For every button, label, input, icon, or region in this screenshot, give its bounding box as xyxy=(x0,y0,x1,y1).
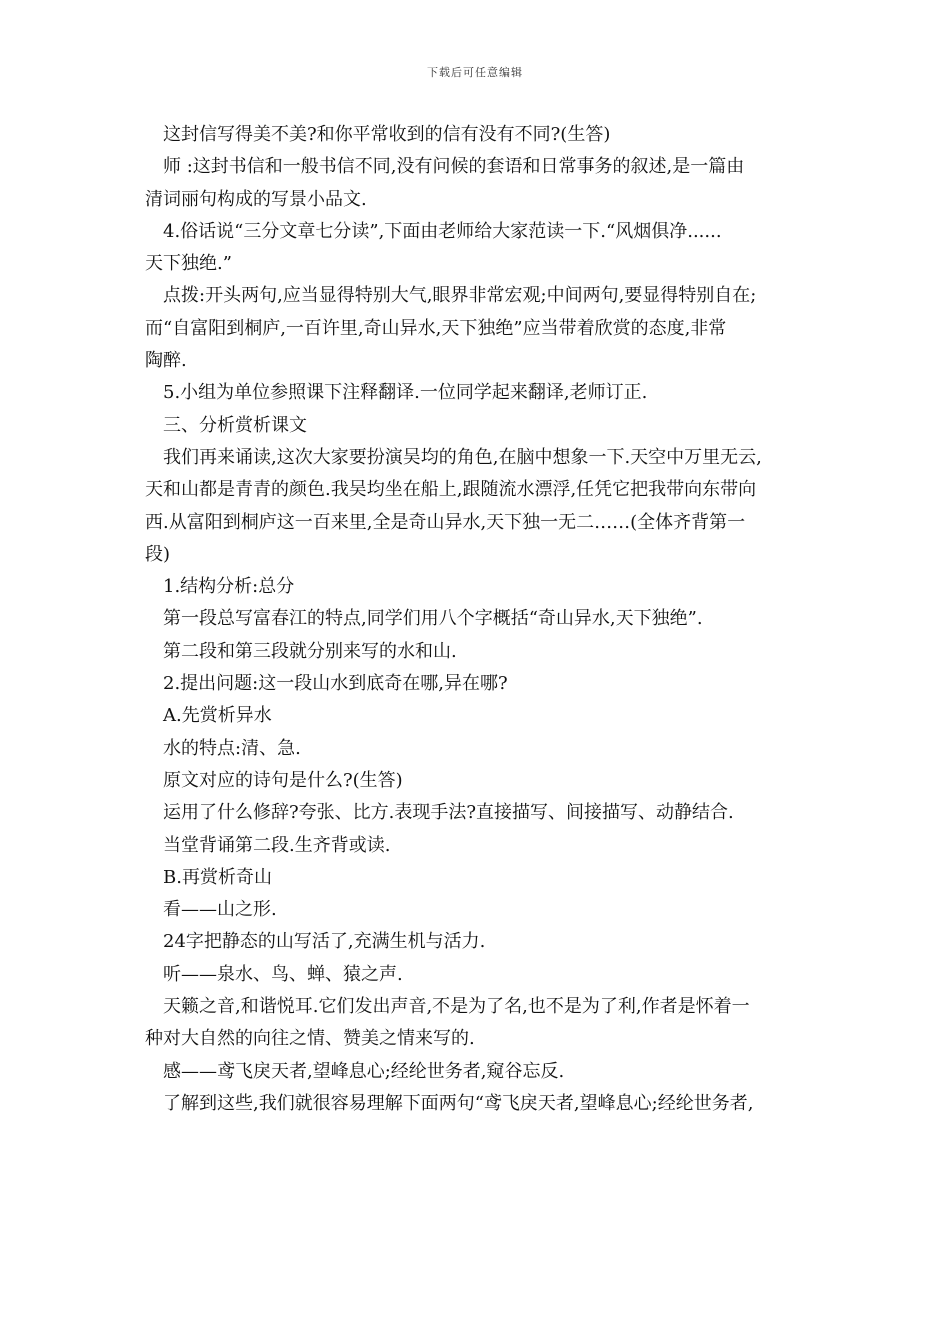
text-line: 水的特点:清、急. xyxy=(163,737,301,759)
text-line: 1.结构分析:总分 xyxy=(163,576,295,598)
text-line: 原文对应的诗句是什么?(生答) xyxy=(163,769,403,791)
page-header: 下载后可任意编辑 xyxy=(427,66,523,79)
text-line: 当堂背诵第二段.生齐背或读. xyxy=(163,834,391,856)
text-line: 第二段和第三段就分别来写的水和山. xyxy=(163,640,457,662)
text-line: 清词丽句构成的写景小品文. xyxy=(145,188,367,210)
text-line: 西.从富阳到桐庐这一百来里,全是奇山异水,天下独一无二……(全体齐背第一 xyxy=(145,511,746,533)
text-line: 种对大自然的向往之情、赞美之情来写的. xyxy=(145,1028,475,1050)
text-line: 天下独绝.” xyxy=(145,253,232,275)
text-line: 24字把静态的山写活了,充满生机与活力. xyxy=(163,931,486,953)
text-line: 段) xyxy=(145,543,171,565)
text-line: 看——山之形. xyxy=(163,899,277,921)
text-line: 而“自富阳到桐庐,一百许里,奇山异水,天下独绝”应当带着欣赏的态度,非常 xyxy=(145,317,727,339)
text-line: 感——鸢飞戾天者,望峰息心;经纶世务者,窥谷忘反. xyxy=(163,1060,565,1082)
text-line: 三、分析赏析课文 xyxy=(163,414,307,436)
text-line: 听——泉水、鸟、蝉、猿之声. xyxy=(163,963,403,985)
text-line: 师 :这封书信和一般书信不同,没有问候的套语和日常事务的叙述,是一篇由 xyxy=(163,156,745,178)
text-line: 4.俗话说“三分文章七分读”,下面由老师给大家范读一下.“风烟俱净...... xyxy=(163,220,722,242)
text-line: 陶醉. xyxy=(145,350,187,372)
text-line: 运用了什么修辞?夸张、比方.表现手法?直接描写、间接描写、动静结合. xyxy=(163,802,734,824)
text-line: 天和山都是青青的颜色.我吴均坐在船上,跟随流水漂浮,任凭它把我带向东带向 xyxy=(145,479,757,501)
text-line: 5.小组为单位参照课下注释翻译.一位同学起来翻译,老师订正. xyxy=(163,382,648,404)
text-line: 我们再来诵读,这次大家要扮演吴均的角色,在脑中想象一下.天空中万里无云, xyxy=(163,446,762,468)
text-line: 点拨:开头两句,应当显得特别大气,眼界非常宏观;中间两句,要显得特别自在; xyxy=(163,285,757,307)
text-line: B.再赏析奇山 xyxy=(163,866,272,888)
text-line: 2.提出问题:这一段山水到底奇在哪,异在哪? xyxy=(163,673,508,695)
text-line: 了解到这些,我们就很容易理解下面两句“鸢飞戾天者,望峰息心;经纶世务者, xyxy=(163,1092,754,1114)
text-line: A.先赏析异水 xyxy=(163,705,272,727)
text-line: 第一段总写富春江的特点,同学们用八个字概括“奇山异水,天下独绝”. xyxy=(163,608,703,630)
document-body xyxy=(145,119,820,1120)
text-line: 这封信写得美不美?和你平常收到的信有没有不同?(生答) xyxy=(163,124,611,145)
text-line: 天籁之音,和谐悦耳.它们发出声音,不是为了名,也不是为了利,作者是怀着一 xyxy=(163,996,750,1018)
